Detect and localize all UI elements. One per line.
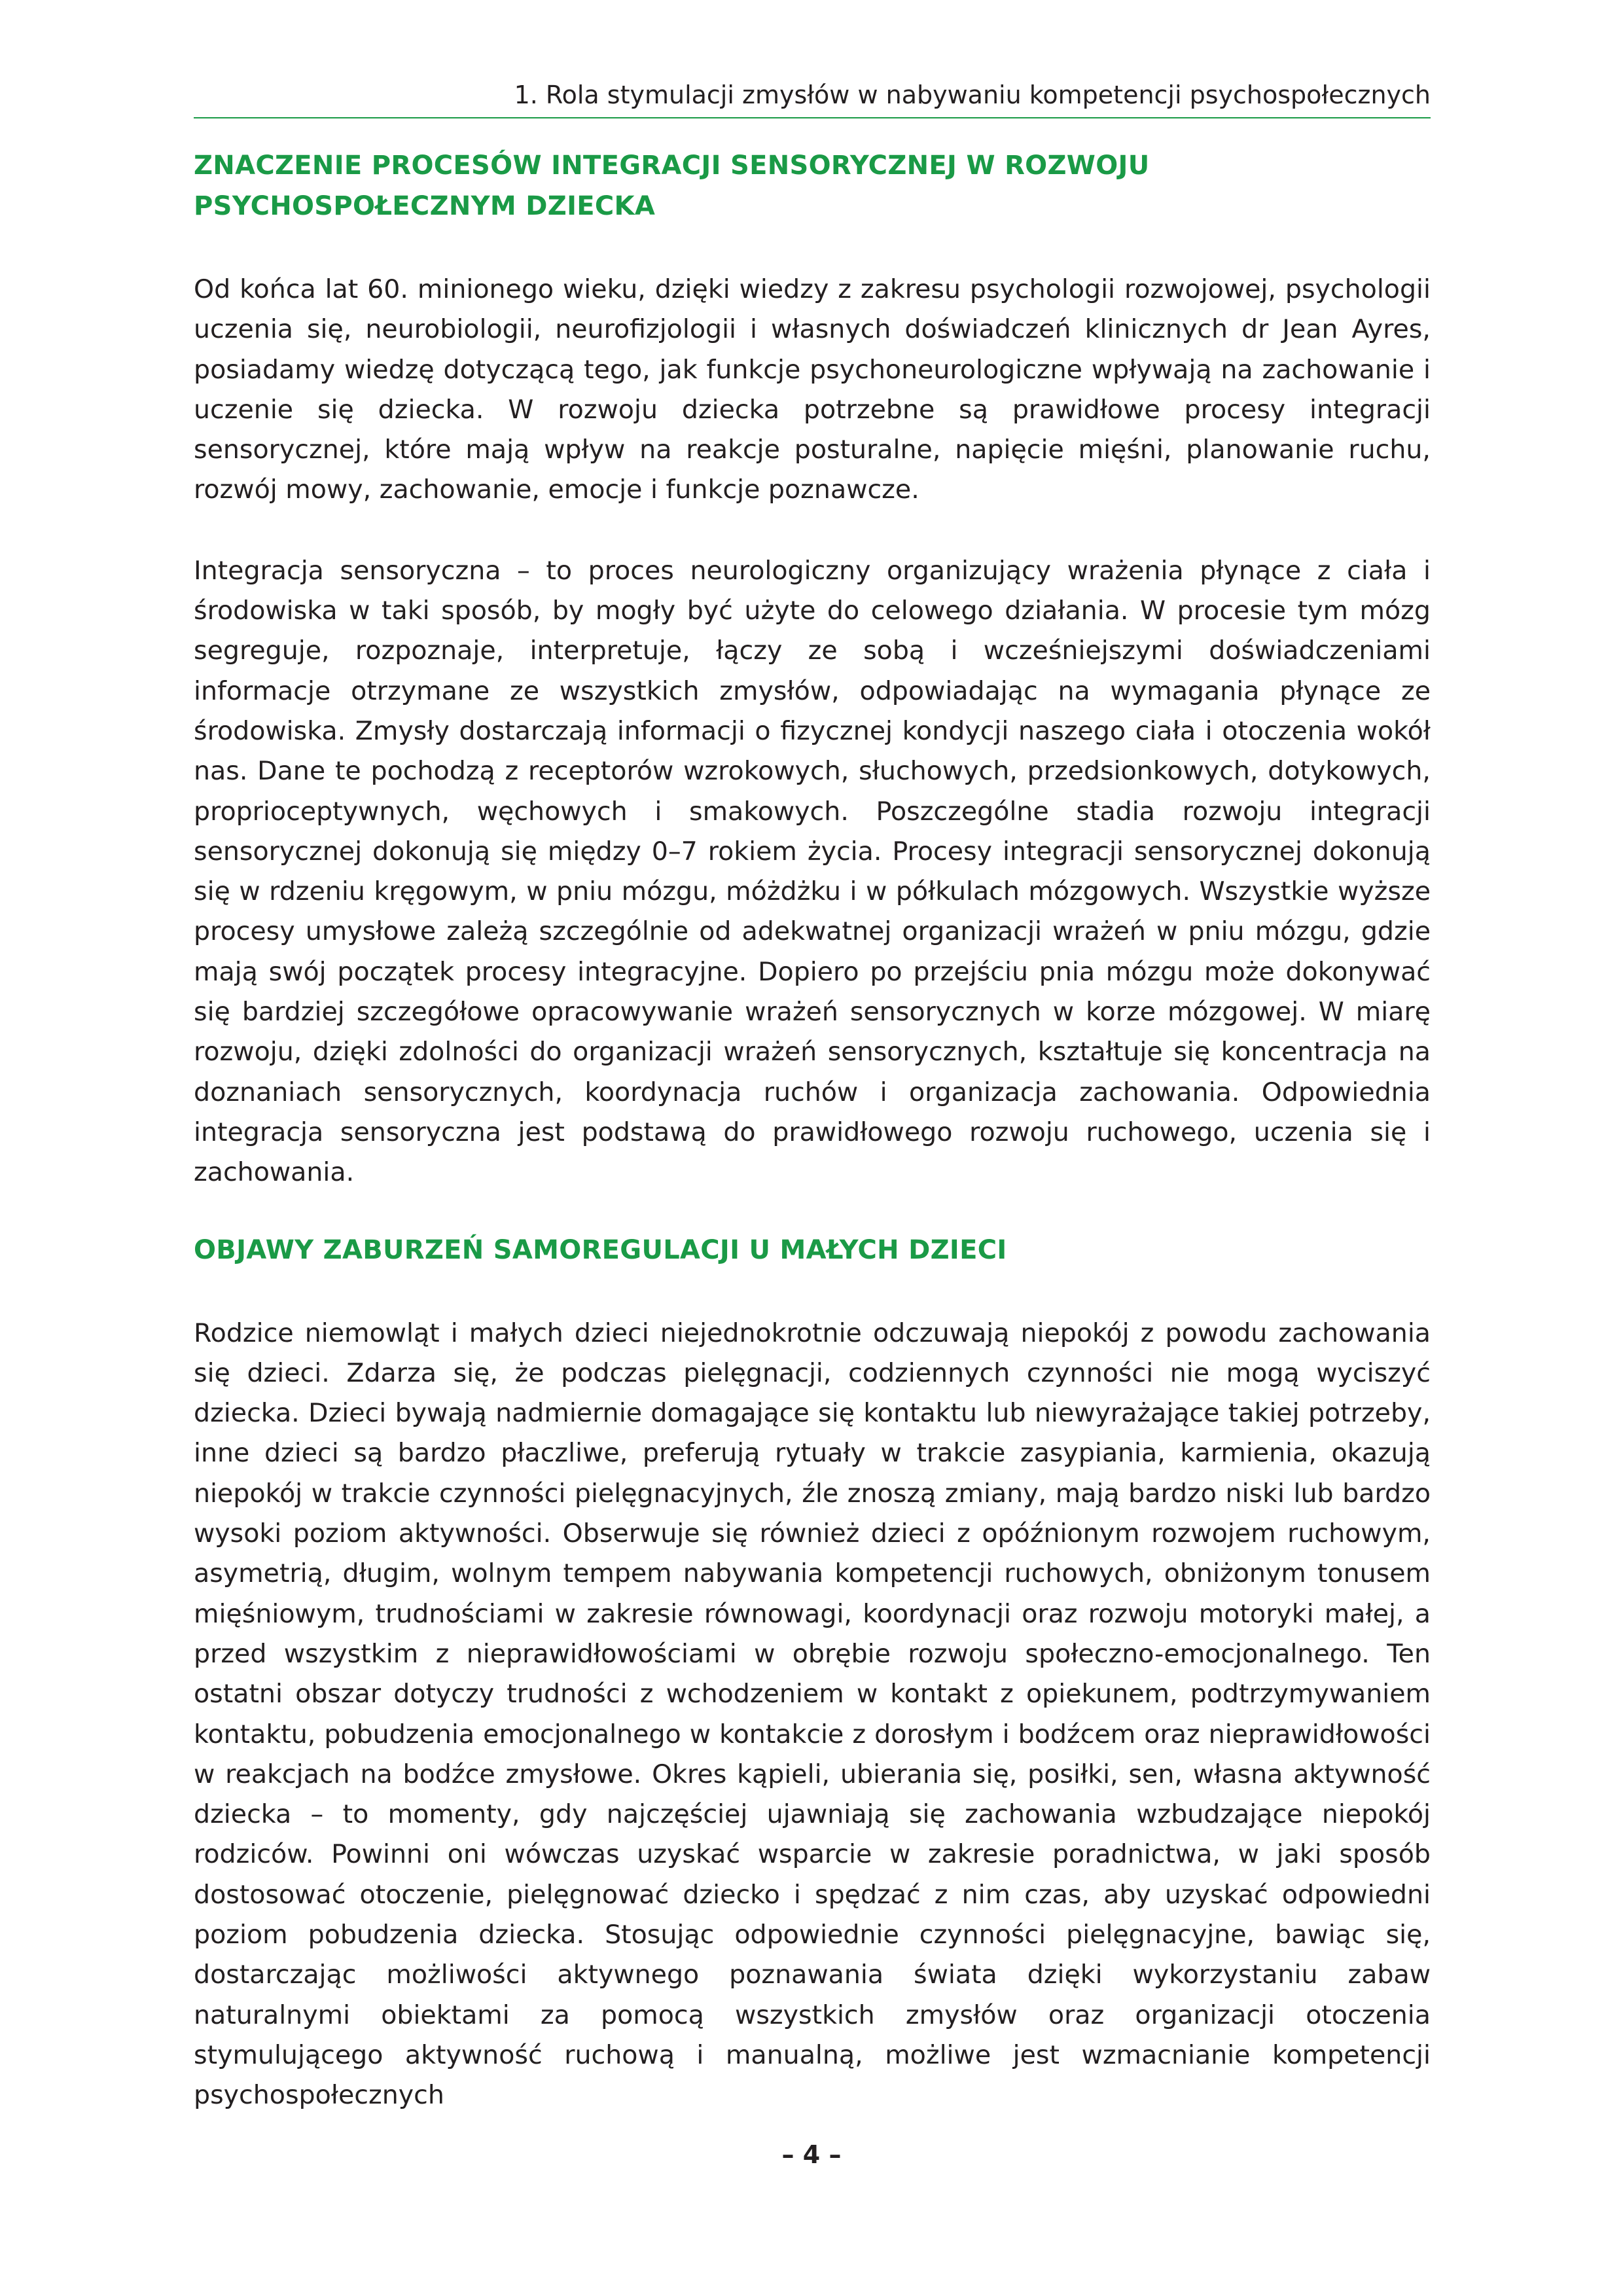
- paragraph-self-regulation-symptoms: Rodzice niemowląt i małych dzieci niejednokrotnie odczuwają niepokój z powodu zachowania się dzieci. Zdarza się, że podczas pielęgnacji, codziennych czynności nie mogą wyciszyć dziecka. Dzieci bywają nadmiernie domagające się kontaktu lub niewyrażające takiej potrzeby, inne dzieci są bardzo płaczliwe, preferują rytuały w trakcie zasypiania, karmienia, okazują niepokój w trakcie czynności pielęgnacyjnych, źle znoszą zmiany, mają bardzo niski lub bardzo wysoki poziom aktywności. Obserwuje się również dzieci z opóźnionym rozwojem ruchowym, asymetrią, długim, wolnym tempem nabywania kompetencji ruchowych, obniżonym tonusem mięśniowym, trudnościami w zakresie równowagi, koordynacji oraz rozwoju motoryki małej, a przed wszystkim z nieprawidłowościami w obrębie rozwoju społeczno-emocjonalnego. Ten ostatni obszar dotyczy trudności z wchodzeniem w kontakt z opiekunem, podtrzymywaniem kontaktu, pobudzenia emocjonalnego w kontakcie z dorosłym i bodźcem oraz nieprawidłowości w reakcjach na bodźce zmysłowe. Okres kąpieli, ubierania się, posiłki, sen, własna aktywność dziecka – to momenty, gdy najczęściej ujawniają się zachowania wzbudzające niepokój rodziców. Powinni oni wówczas uzyskać wsparcie w zakresie poradnictwa, w jaki sposób dostosować otoczenie, pielęgnować dziecko i spędzać z nim czas, aby uzyskać odpowiedni poziom pobudzenia dziecka. Stosując odpowiednie czynności pielęgnacyjne, bawiąc się, dostarczając możliwości aktywnego poznawania świata dzięki wykorzystaniu zabaw naturalnymi obiektami za pomocą wszystkich zmysłów oraz organizacji otoczenia stymulującego aktywność ruchową i manualną, możliwe jest wzmacnianie kompetencji psychospołecznych: [194, 1318, 1431, 2111]
- page-content: [194, 145, 1431, 2115]
- page-number: – 4 –: [781, 2140, 842, 2169]
- section-heading-self-regulation: [194, 1230, 1431, 1270]
- header-divider: [194, 117, 1431, 118]
- heading-line: PSYCHOSPOŁECZNYM DZIECKA: [194, 191, 656, 221]
- paragraph-ayres: Od końca lat 60. minionego wieku, dzięki wiedzy z zakresu psychologii rozwojowej, psychologii uczenia się, neurobiologii, neurofizjologii i własnych doświadczeń klinicznych dr Jean Ayres, posiadamy wiedzę dotyczącą tego, jak funkcje psychoneurologiczne wpływają na zachowanie i uczenie się dziecka. W rozwoju dziecka potrzebne są prawidłowe procesy integracji sensorycznej, które mają wpływ na reakcje posturalne, napięcie mięśni, planowanie ruchu, rozwój mowy, zachowanie, emocje i funkcje poznawcze.: [194, 274, 1431, 505]
- heading-line: OBJAWY ZABURZEŃ SAMOREGULACJI U MAŁYCH DZIECI: [194, 1234, 1007, 1265]
- paragraph-sensory-integration-definition: Integracja sensoryczna – to proces neurologiczny organizujący wrażenia płynące z ciała i środowiska w taki sposób, by mogły być użyte do celowego działania. W procesie tym mózg segreguje, rozpoznaje, interpretuje, łączy ze sobą i wcześniejszymi doświadczeniami informacje otrzymane ze wszystkich zmysłów, odpowiadając na wymagania płynące ze środowiska. Zmysły dostarczają informacji o fizycznej kondycji naszego ciała i otoczenia wokół nas. Dane te pochodzą z receptorów wzrokowych, słuchowych, przedsionkowych, dotykowych, proprioceptywnych, węchowych i smakowych. Poszczególne stadia rozwoju integracji sensorycznej dokonują się między 0–7 rokiem życia. Procesy integracji sensorycznej dokonują się w rdzeniu kręgowym, w pniu mózgu, móżdżku i w półkulach mózgowych. Wszystkie wyższe procesy umysłowe zależą szczególnie od adekwatnej organizacji wrażeń w pniu mózgu, gdzie mają swój początek procesy integracyjne. Dopiero po przejściu pnia mózgu może dokonywać się bardziej szczegółowe opracowywanie wrażeń sensorycznych w korze mózgowej. W miarę rozwoju, dzięki zdolności do organizacji wrażeń sensorycznych, kształtuje się koncentracja na doznaniach sensorycznych, koordynacja ruchów i organizacja zachowania. Odpowiednia integracja sensoryczna jest podstawą do prawidłowego rozwoju ruchowego, uczenia się i zachowania.: [194, 555, 1431, 1188]
- section-heading-sensory-integration: [194, 145, 1431, 226]
- running-header: 1. Rola stymulacji zmysłów w nabywaniu kompetencji psychospołecznych: [514, 81, 1431, 109]
- heading-line: ZNACZENIE PROCESÓW INTEGRACJI SENSORYCZNEJ W ROZWOJU: [194, 151, 1150, 181]
